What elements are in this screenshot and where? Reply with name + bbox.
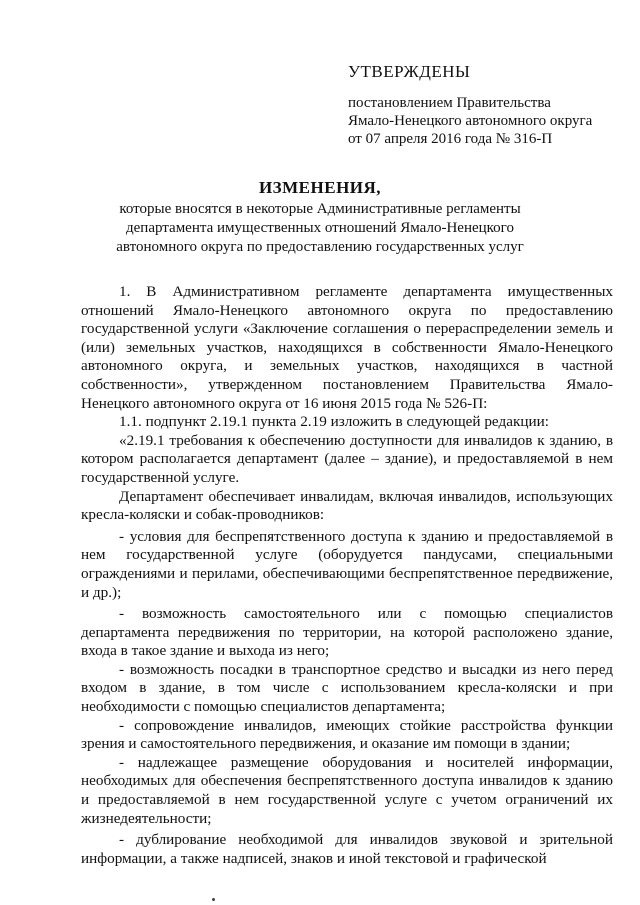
paragraph-8: - сопровождение инвалидов, имеющих стойкие расстройства функции зрения и самостоятельного передвижения, и оказание им помощи в здании; [81, 716, 613, 753]
approval-stamp [348, 62, 618, 148]
document-title [60, 178, 580, 257]
paragraph-3: «2.19.1 требования к обеспечению доступности для инвалидов к зданию, в котором располагается департамент (далее – здание), и предоставляемой в нем государственной услуге. [81, 431, 613, 486]
paragraph-9: - надлежащее размещение оборудования и носителей информации, необходимых для обеспечения беспрепятственного доступа инвалидов к зданию и предоставляемой в нем государственной услуге с учетом ограничений их жизнедеятельности; [81, 753, 613, 827]
paragraph-7: - возможность посадки в транспортное средство и высадки из него перед входом в здание, в том числе с использованием кресла-коляски и при необходимости с помощью специалистов департамента; [81, 660, 613, 716]
approval-heading: УТВЕРЖДЕНЫ [348, 62, 471, 81]
approval-line-1: постановлением Правительства [348, 95, 551, 111]
paragraph-10: - дублирование необходимой для инвалидов звуковой и зрительной информации, а также надписей, знаков и иной текстовой и графической [81, 831, 613, 867]
title-main: ИЗМЕНЕНИЯ, [258, 178, 382, 197]
title-line-1: которые вносятся в некоторые Административные регламенты [119, 201, 521, 217]
paragraph-2: 1.1. подпункт 2.19.1 пункта 2.19 изложить в следующей редакции: [119, 413, 549, 431]
paragraph-4: Департамент обеспечивает инвалидам, включая инвалидов, использующих кресла-коляски и собак-проводников: [81, 487, 613, 524]
title-line-3: автономного округа по предоставлению государственных услуг [116, 239, 524, 255]
approval-line-2: Ямало-Ненецкого автономного округа [348, 113, 593, 129]
scan-speck [212, 898, 215, 901]
document-body [81, 283, 613, 868]
paragraph-5: - условия для беспрепятственного доступа к зданию и предоставляемой в нем государственной услуге (оборудуется пандусами, специальными ограждениями и перилами, обеспечивающими беспрепятственное передвижение, и др.); [81, 527, 613, 601]
paragraph-6: - возможность самостоятельного или с помощью специалистов департамента передвижения по территории, на которой расположено здание, входа в такое здание и выхода из него; [81, 605, 613, 660]
title-line-2: департамента имущественных отношений Ямало-Ненецкого [126, 220, 514, 236]
paragraph-1: 1. В Административном регламенте департамента имущественных отношений Ямало-Ненецкого автономного округа по предоставлению государственной услуги «Заключение соглашения о перераспределении земель и (или) земельных участков, находящихся в собственности Ямало-Ненецкого автономного округа, и земельных участков, находящихся в частной собственности», утвержденном постановлением Правительства Ямало-Ненецкого автономного округа от 16 июня 2015 года № 526-П: [81, 283, 613, 412]
approval-line-3: от 07 апреля 2016 года № 316-П [348, 131, 553, 147]
